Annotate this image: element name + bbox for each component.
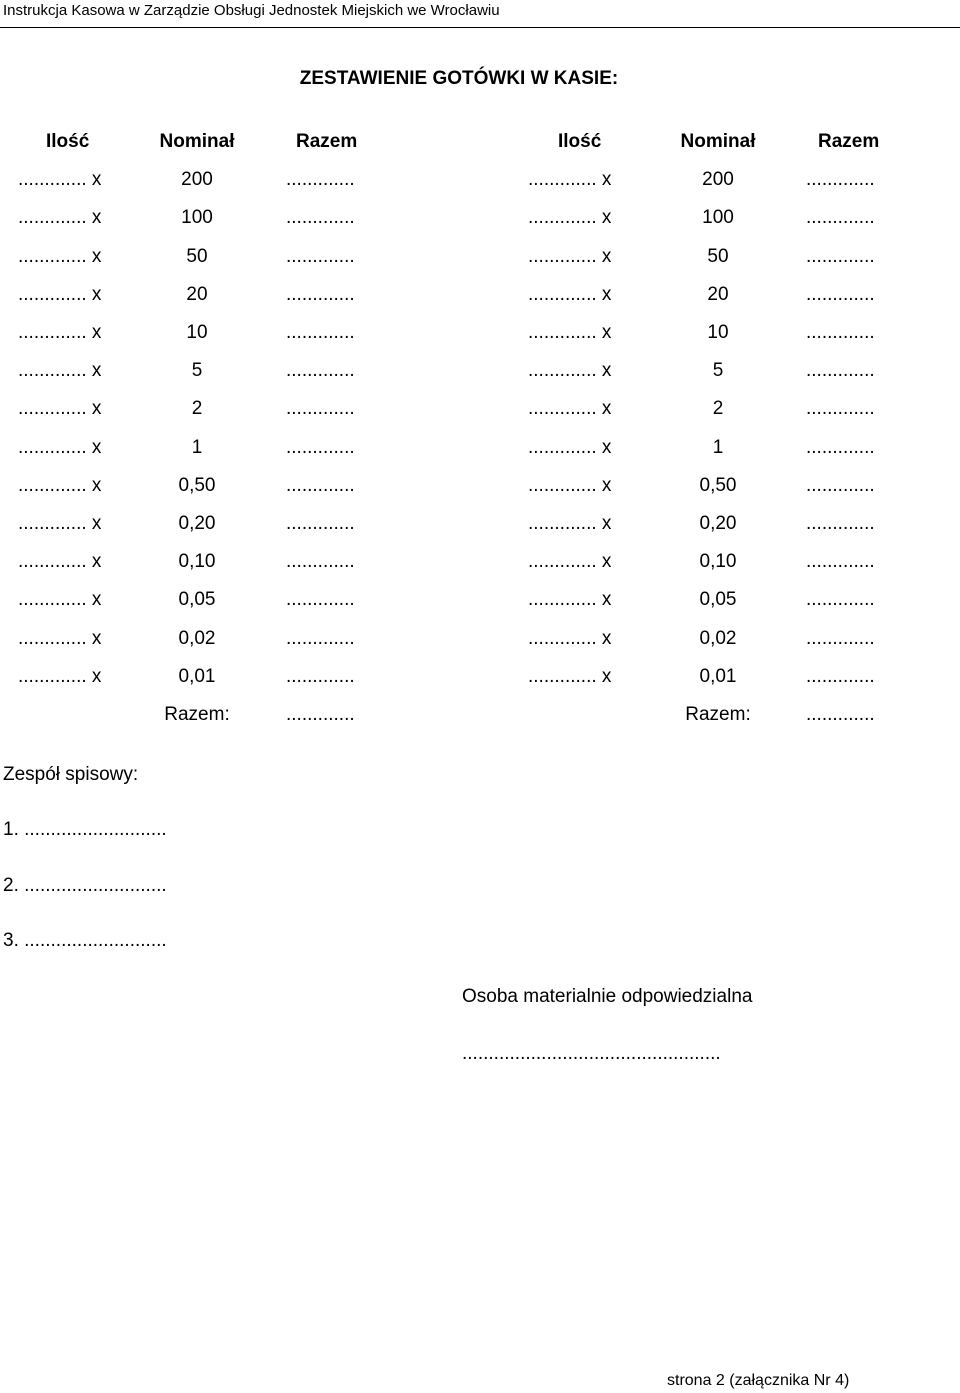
denomination-value: 100 [181, 207, 213, 228]
sum-label: Razem: [685, 704, 751, 725]
denomination-value: 20 [707, 284, 729, 305]
column-header-nominal: Nominał [680, 131, 756, 152]
quantity-field: ............. x [18, 284, 102, 305]
denomination-value: 2 [712, 398, 724, 419]
denomination-value: 5 [712, 360, 724, 381]
denomination-value: 10 [707, 322, 729, 343]
row-total-field: ............. [286, 360, 355, 381]
quantity-field: ............. x [18, 551, 102, 572]
row-total-field: ............. [286, 169, 355, 190]
row-total-field: ............. [286, 513, 355, 534]
quantity-field: ............. x [18, 628, 102, 649]
row-total-field: ............. [286, 284, 355, 305]
row-total-field: ............. [806, 398, 875, 419]
responsible-signature-line: ................................................. [462, 1043, 721, 1064]
denomination-value: 0,50 [178, 475, 216, 496]
quantity-field: ............. x [18, 589, 102, 610]
denomination-value: 1 [191, 437, 203, 458]
denomination-value: 100 [702, 207, 734, 228]
quantity-field: ............. x [528, 475, 612, 496]
denomination-value: 0,05 [699, 589, 737, 610]
denomination-value: 0,50 [699, 475, 737, 496]
team-member-2: 2. ........................... [3, 875, 167, 896]
quantity-field: ............. x [528, 628, 612, 649]
sum-label: Razem: [164, 704, 230, 725]
quantity-field: ............. x [18, 437, 102, 458]
row-total-field: ............. [286, 246, 355, 267]
column-header-nominal: Nominał [159, 131, 235, 152]
denomination-value: 0,20 [178, 513, 216, 534]
quantity-field: ............. x [18, 207, 102, 228]
row-total-field: ............. [806, 589, 875, 610]
row-total-field: ............. [806, 666, 875, 687]
denomination-value: 200 [181, 169, 213, 190]
quantity-field: ............. x [528, 284, 612, 305]
denomination-value: 50 [707, 246, 729, 267]
row-total-field: ............. [286, 589, 355, 610]
row-total-field: ............. [286, 475, 355, 496]
quantity-field: ............. x [18, 246, 102, 267]
row-total-field: ............. [806, 360, 875, 381]
row-total-field: ............. [286, 551, 355, 572]
denomination-value: 0,10 [178, 551, 216, 572]
quantity-field: ............. x [18, 322, 102, 343]
quantity-field: ............. x [18, 513, 102, 534]
row-total-field: ............. [286, 666, 355, 687]
denomination-value: 0,02 [699, 628, 737, 649]
team-member-1: 1. ........................... [3, 819, 167, 840]
row-total-field: ............. [286, 322, 355, 343]
column-header-ilosc: Ilość [46, 131, 90, 152]
quantity-field: ............. x [18, 475, 102, 496]
denomination-value: 0,20 [699, 513, 737, 534]
row-total-field: ............. [806, 475, 875, 496]
quantity-field: ............. x [18, 360, 102, 381]
quantity-field: ............. x [528, 398, 612, 419]
denomination-value: 20 [186, 284, 208, 305]
row-total-field: ............. [286, 437, 355, 458]
quantity-field: ............. x [528, 513, 612, 534]
row-total-field: ............. [806, 207, 875, 228]
denomination-value: 0,10 [699, 551, 737, 572]
quantity-field: ............. x [528, 207, 612, 228]
denomination-value: 1 [712, 437, 724, 458]
quantity-field: ............. x [18, 169, 102, 190]
team-member-3: 3. ........................... [3, 930, 167, 951]
responsible-person-label: Osoba materialnie odpowiedzialna [462, 986, 753, 1007]
row-total-field: ............. [286, 628, 355, 649]
denomination-value: 200 [702, 169, 734, 190]
column-header-razem: Razem [296, 131, 358, 152]
quantity-field: ............. x [18, 666, 102, 687]
page-footer: strona 2 (załącznika Nr 4) [667, 1372, 850, 1389]
denomination-value: 2 [191, 398, 203, 419]
denomination-value: 0,01 [178, 666, 216, 687]
quantity-field: ............. x [528, 551, 612, 572]
row-total-field: ............. [806, 628, 875, 649]
row-total-field: ............. [806, 551, 875, 572]
denomination-value: 0,02 [178, 628, 216, 649]
row-total-field: ............. [286, 398, 355, 419]
row-total-field: ............. [806, 322, 875, 343]
document-title: ZESTAWIENIE GOTÓWKI W KASIE: [299, 68, 619, 89]
denomination-value: 10 [186, 322, 208, 343]
quantity-field: ............. x [528, 246, 612, 267]
row-total-field: ............. [286, 207, 355, 228]
row-total-field: ............. [806, 437, 875, 458]
sum-value-field: ............. [806, 704, 875, 725]
denomination-value: 0,01 [699, 666, 737, 687]
column-header-razem: Razem [818, 131, 880, 152]
quantity-field: ............. x [18, 398, 102, 419]
quantity-field: ............. x [528, 666, 612, 687]
team-label: Zespół spisowy: [3, 764, 139, 785]
quantity-field: ............. x [528, 169, 612, 190]
quantity-field: ............. x [528, 360, 612, 381]
row-total-field: ............. [806, 246, 875, 267]
quantity-field: ............. x [528, 437, 612, 458]
running-header: Instrukcja Kasowa w Zarządzie Obsługi Jednostek Miejskich we Wrocławiu [0, 0, 960, 28]
row-total-field: ............. [806, 169, 875, 190]
denomination-value: 0,05 [178, 589, 216, 610]
row-total-field: ............. [806, 513, 875, 534]
quantity-field: ............. x [528, 322, 612, 343]
column-header-ilosc: Ilość [558, 131, 602, 152]
row-total-field: ............. [806, 284, 875, 305]
sum-value-field: ............. [286, 704, 355, 725]
quantity-field: ............. x [528, 589, 612, 610]
denomination-value: 5 [191, 360, 203, 381]
denomination-value: 50 [186, 246, 208, 267]
